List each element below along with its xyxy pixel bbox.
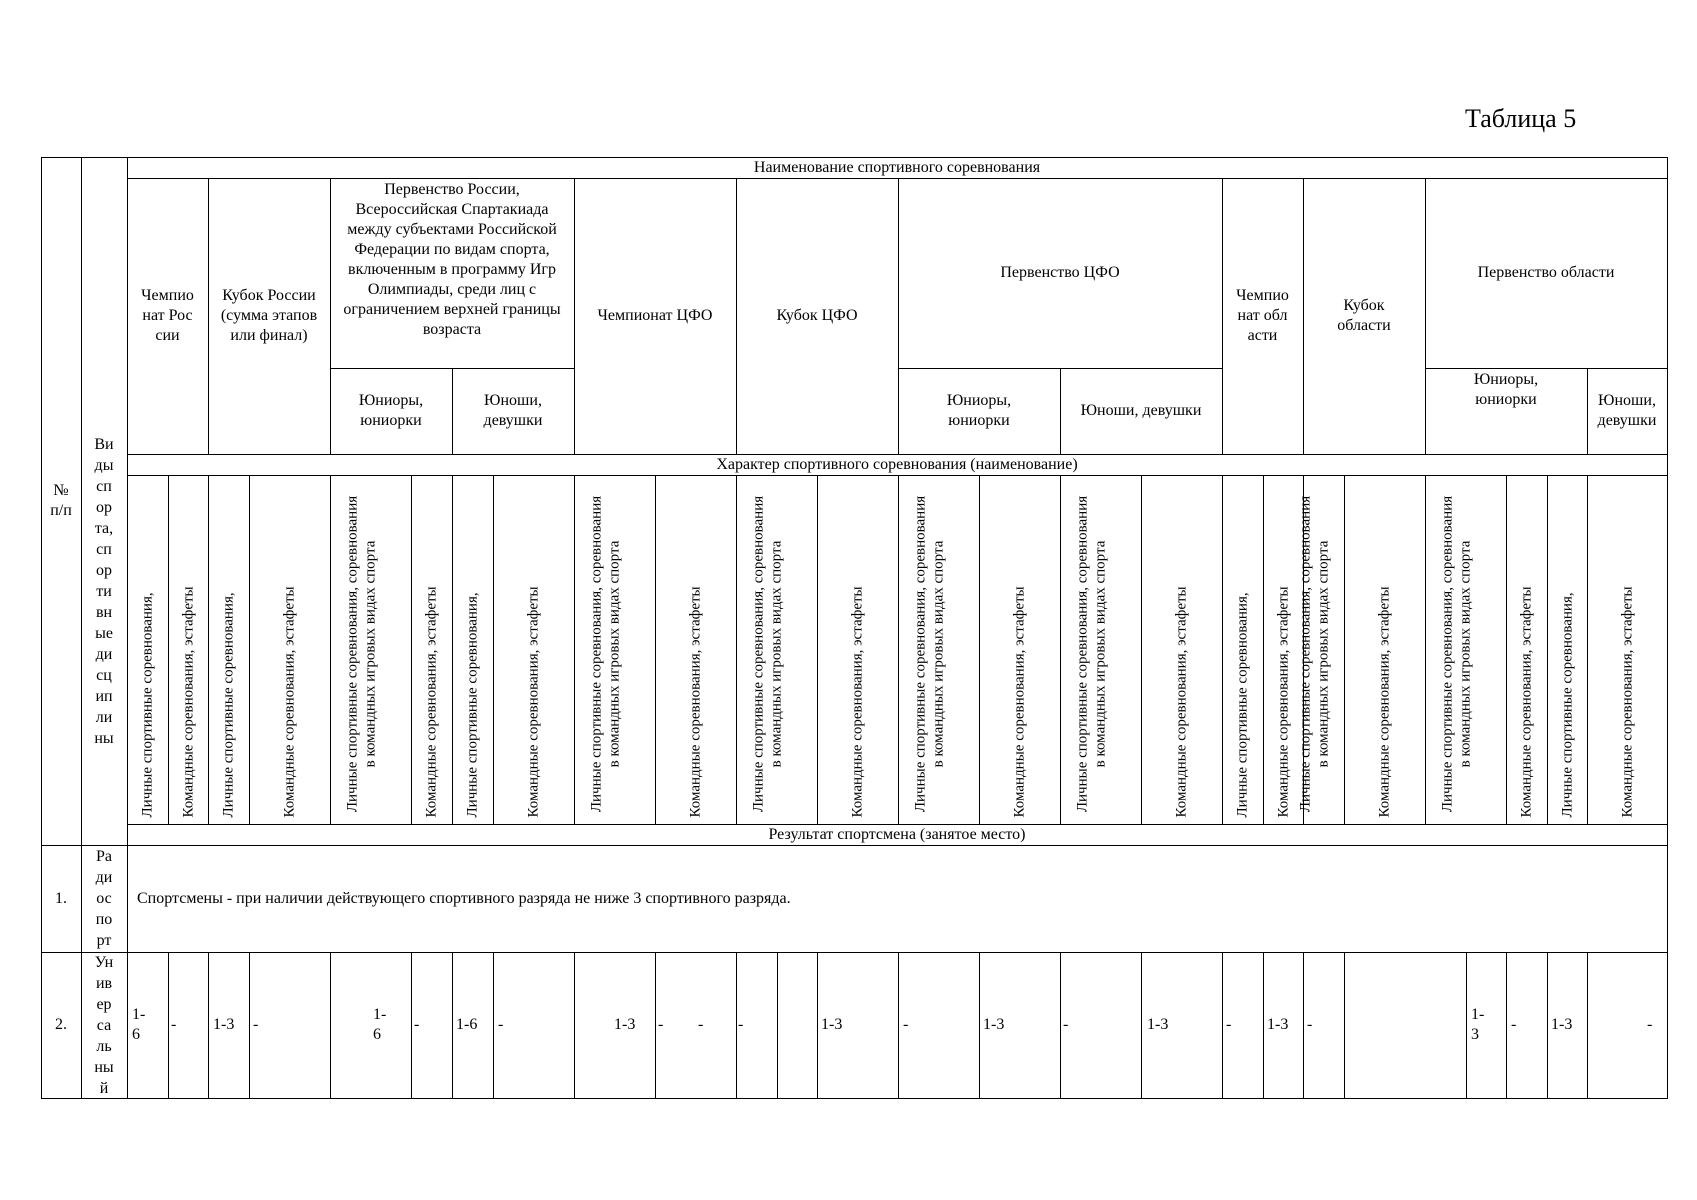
grid-line: [655, 475, 656, 825]
row-2-value: -: [498, 1016, 504, 1033]
type-label-4: Командные соревнования, эстафеты: [281, 585, 298, 817]
row-2-value: -: [698, 1016, 704, 1033]
type-label-12: Командные соревнования, эстафеты: [849, 585, 866, 817]
subgroup-oblast-youth: [1587, 368, 1667, 454]
subgroup-rf-juniors: [330, 368, 452, 454]
grid-line: [168, 475, 169, 825]
table-caption: Таблица 5: [1465, 104, 1577, 133]
grid-line: [81, 157, 82, 1099]
row-2-value: -: [171, 1016, 177, 1033]
header-sport-label: Виды спорта, спортивные дисциплины: [94, 435, 114, 747]
subgroup-rf-youth: [452, 368, 574, 454]
header-number-label: № п/п: [50, 482, 72, 519]
subgroup-rf-youth-label: Юноши, девушки: [483, 392, 543, 429]
row-2-value: -: [1226, 1016, 1232, 1033]
grid-line: [41, 157, 42, 1099]
row-2-value: 1-6: [132, 1006, 146, 1043]
row-1-note: Спортсмены - при наличии действующего спортивного разряда не ниже 3 спортивного разряда.: [137, 889, 791, 907]
row-2-value: 1-3: [1471, 1006, 1485, 1043]
subgroup-oblast-juniors-label: Юниоры, юниорки: [1473, 371, 1539, 408]
grid-line: [1425, 178, 1426, 455]
grid-line: [452, 368, 453, 455]
group-championship-cfo: Чемпионат ЦФО: [597, 307, 713, 324]
grid-line: [736, 178, 737, 455]
grid-line: [41, 157, 1668, 158]
grid-line: [1263, 952, 1264, 1099]
grid-line: [1547, 475, 1548, 825]
row-2-value: -: [658, 1016, 664, 1033]
type-label-20: Командные соревнования, эстафеты: [1376, 585, 1393, 817]
group-cup-russia-label: Кубок России (сумма этапов или финал): [220, 287, 318, 344]
row-2-sport: [81, 952, 127, 1098]
grid-line: [1344, 952, 1345, 1099]
subgroup-oblast-juniors: [1425, 368, 1587, 454]
grid-line: [1667, 157, 1668, 1099]
grid-line: [493, 475, 494, 825]
row-2-value: 1-3: [213, 1016, 235, 1033]
grid-line: [817, 952, 818, 1099]
type-label-22: Командные соревнования, эстафеты: [1518, 585, 1535, 817]
grid-line: [330, 475, 331, 825]
group-cup-oblast-label: Кубок области: [1337, 297, 1391, 334]
grid-line: [817, 475, 818, 825]
grid-line: [1587, 952, 1588, 1099]
row-2-value: 1-3: [1551, 1016, 1573, 1033]
grid-line: [1425, 368, 1668, 369]
type-label-8: Командные соревнования, эстафеты: [525, 585, 542, 817]
grid-line: [41, 1098, 1668, 1099]
header-competition-name: Наименование спортивного соревнования: [753, 158, 1041, 176]
subgroup-cfo-youth: Юноши, девушки: [1080, 402, 1202, 419]
group-first-russia-label: Первенство России, Всероссийская Спартакиада между субъектами Российской Федерации по видам спорта, включенным в программу Игр Олимпиады, среди лиц с ограничением верхней границы возраста: [343, 181, 561, 338]
row-2-value: 1-3: [983, 1016, 1005, 1033]
grid-line: [208, 178, 209, 455]
grid-line: [1547, 952, 1548, 1099]
type-label-19: Личные спортивные соревнования, соревнования в командных игровых видах спорта: [1297, 495, 1332, 812]
grid-line: [1587, 475, 1588, 825]
type-label-5: Личные спортивные соревнования, соревнования в командных игровых видах спорта: [344, 495, 379, 812]
type-label-16: Командные соревнования, эстафеты: [1173, 585, 1190, 817]
group-first-russia: [330, 178, 574, 368]
grid-line: [493, 952, 494, 1099]
row-2-value: -: [414, 1016, 420, 1033]
sport-ranks-table: [41, 157, 1667, 1098]
grid-line: [452, 475, 453, 825]
type-label-6: Командные соревнования, эстафеты: [423, 585, 440, 817]
grid-line: [1060, 368, 1061, 455]
row-2-value: 1-6: [373, 1006, 387, 1043]
grid-line: [127, 157, 128, 1099]
group-championship-russia: [127, 178, 208, 454]
row-1-sport: [81, 845, 127, 952]
grid-line: [979, 952, 980, 1099]
grid-line: [1506, 952, 1507, 1099]
grid-line: [1303, 952, 1304, 1099]
group-championship-russia-label: Чемпионат России: [141, 287, 194, 344]
grid-line: [1466, 952, 1467, 1099]
grid-line: [574, 475, 575, 825]
type-label-7: Личные спортивные соревнования,: [464, 591, 481, 817]
row-2-value: 1-6: [456, 1016, 478, 1033]
grid-line: [1587, 368, 1588, 455]
row-2-value: 1-3: [821, 1016, 843, 1033]
grid-line: [898, 475, 899, 825]
grid-line: [1141, 952, 1142, 1099]
row-2-number: 2.: [55, 1016, 67, 1033]
header-sport-column: [81, 337, 127, 845]
type-label-18: Командные соревнования, эстафеты: [1275, 585, 1291, 817]
group-cup-cfo: Кубок ЦФО: [776, 307, 858, 324]
type-label-15: Личные спортивные соревнования, соревнования в командных игровых видах спорта: [1074, 495, 1109, 812]
grid-line: [208, 475, 209, 825]
type-label-1: Личные спортивные соревнования,: [139, 591, 156, 817]
grid-line: [1303, 178, 1304, 455]
grid-line: [330, 178, 331, 455]
header-competition-type: Характер спортивного соревнования (наименование): [716, 455, 1078, 473]
subgroup-rf-juniors-label: Юниоры, юниорки: [358, 392, 424, 429]
grid-line: [330, 952, 331, 1099]
row-2-value: -: [1647, 1016, 1653, 1033]
type-label-10: Командные соревнования, эстафеты: [687, 585, 704, 817]
type-label-21: Личные спортивные соревнования, соревнования в командных игровых видах спорта: [1439, 495, 1474, 812]
grid-line: [574, 178, 575, 455]
group-cup-oblast: [1303, 178, 1425, 454]
type-label-17: Личные спортивные соревнования,: [1234, 591, 1251, 817]
group-cup-russia: [208, 178, 330, 454]
grid-line: [411, 952, 412, 1099]
group-first-oblast: Первенство области: [1477, 264, 1615, 281]
type-label-2: Командные соревнования, эстафеты: [180, 585, 196, 817]
grid-line: [1222, 475, 1223, 825]
grid-line: [655, 952, 656, 1099]
grid-line: [777, 952, 778, 1099]
grid-line: [898, 178, 899, 455]
grid-line: [249, 475, 250, 825]
type-label-23: Личные спортивные соревнования,: [1559, 591, 1575, 817]
row-2-value: -: [738, 1016, 744, 1033]
grid-line: [1222, 178, 1223, 455]
type-label-14: Командные соревнования, эстафеты: [1011, 585, 1028, 817]
row-2-value: 1-3: [1267, 1016, 1289, 1033]
group-championship-oblast-label: Чемпионат области: [1236, 287, 1289, 344]
row-2-value: 1-3: [1147, 1016, 1169, 1033]
row-1-number: 1.: [55, 889, 67, 907]
grid-line: [736, 475, 737, 825]
subgroup-cfo-juniors-label: Юниоры, юниорки: [946, 392, 1012, 429]
row-2-value: -: [1063, 1016, 1069, 1033]
grid-line: [898, 952, 899, 1099]
subgroup-oblast-youth-label: Юноши, девушки: [1597, 392, 1657, 429]
grid-line: [411, 475, 412, 825]
grid-line: [41, 845, 1668, 846]
grid-line: [736, 952, 737, 1099]
header-number-column: [41, 157, 81, 845]
grid-line: [249, 952, 250, 1099]
grid-line: [1222, 952, 1223, 1099]
grid-line: [1425, 475, 1426, 825]
grid-line: [1141, 475, 1142, 825]
grid-line: [574, 952, 575, 1099]
type-label-13: Личные спортивные соревнования, соревнования в командных игровых видах спорта: [912, 495, 947, 812]
type-label-9: Личные спортивные соревнования, соревнования в командных игровых видах спорта: [588, 495, 623, 812]
grid-line: [41, 952, 1668, 953]
grid-line: [1263, 475, 1264, 825]
type-label-11: Личные спортивные соревнования, соревнования в командных игровых видах спорта: [750, 495, 785, 812]
subgroup-cfo-juniors: [898, 368, 1060, 454]
row-2-value: -: [253, 1016, 259, 1033]
row-2-value: -: [1307, 1016, 1313, 1033]
grid-line: [208, 952, 209, 1099]
group-first-cfo: Первенство ЦФО: [1000, 264, 1120, 281]
grid-line: [1060, 952, 1061, 1099]
row-2-value: 1-3: [614, 1016, 636, 1033]
row-2-sport-label: Универсальный: [94, 953, 114, 1097]
group-championship-oblast: [1222, 178, 1303, 454]
type-label-24: Командные соревнования, эстафеты: [1619, 585, 1635, 817]
row-2-value: -: [903, 1016, 909, 1033]
row-2-value: -: [1511, 1016, 1517, 1033]
header-result: Результат спортсмена (занятое место): [768, 825, 1026, 843]
grid-line: [1506, 475, 1507, 825]
grid-line: [979, 475, 980, 825]
grid-line: [1060, 475, 1061, 825]
type-label-3: Личные спортивные соревнования,: [220, 591, 237, 817]
row-1-sport-label: Радиоспорт: [95, 848, 113, 949]
grid-line: [168, 952, 169, 1099]
grid-line: [452, 952, 453, 1099]
